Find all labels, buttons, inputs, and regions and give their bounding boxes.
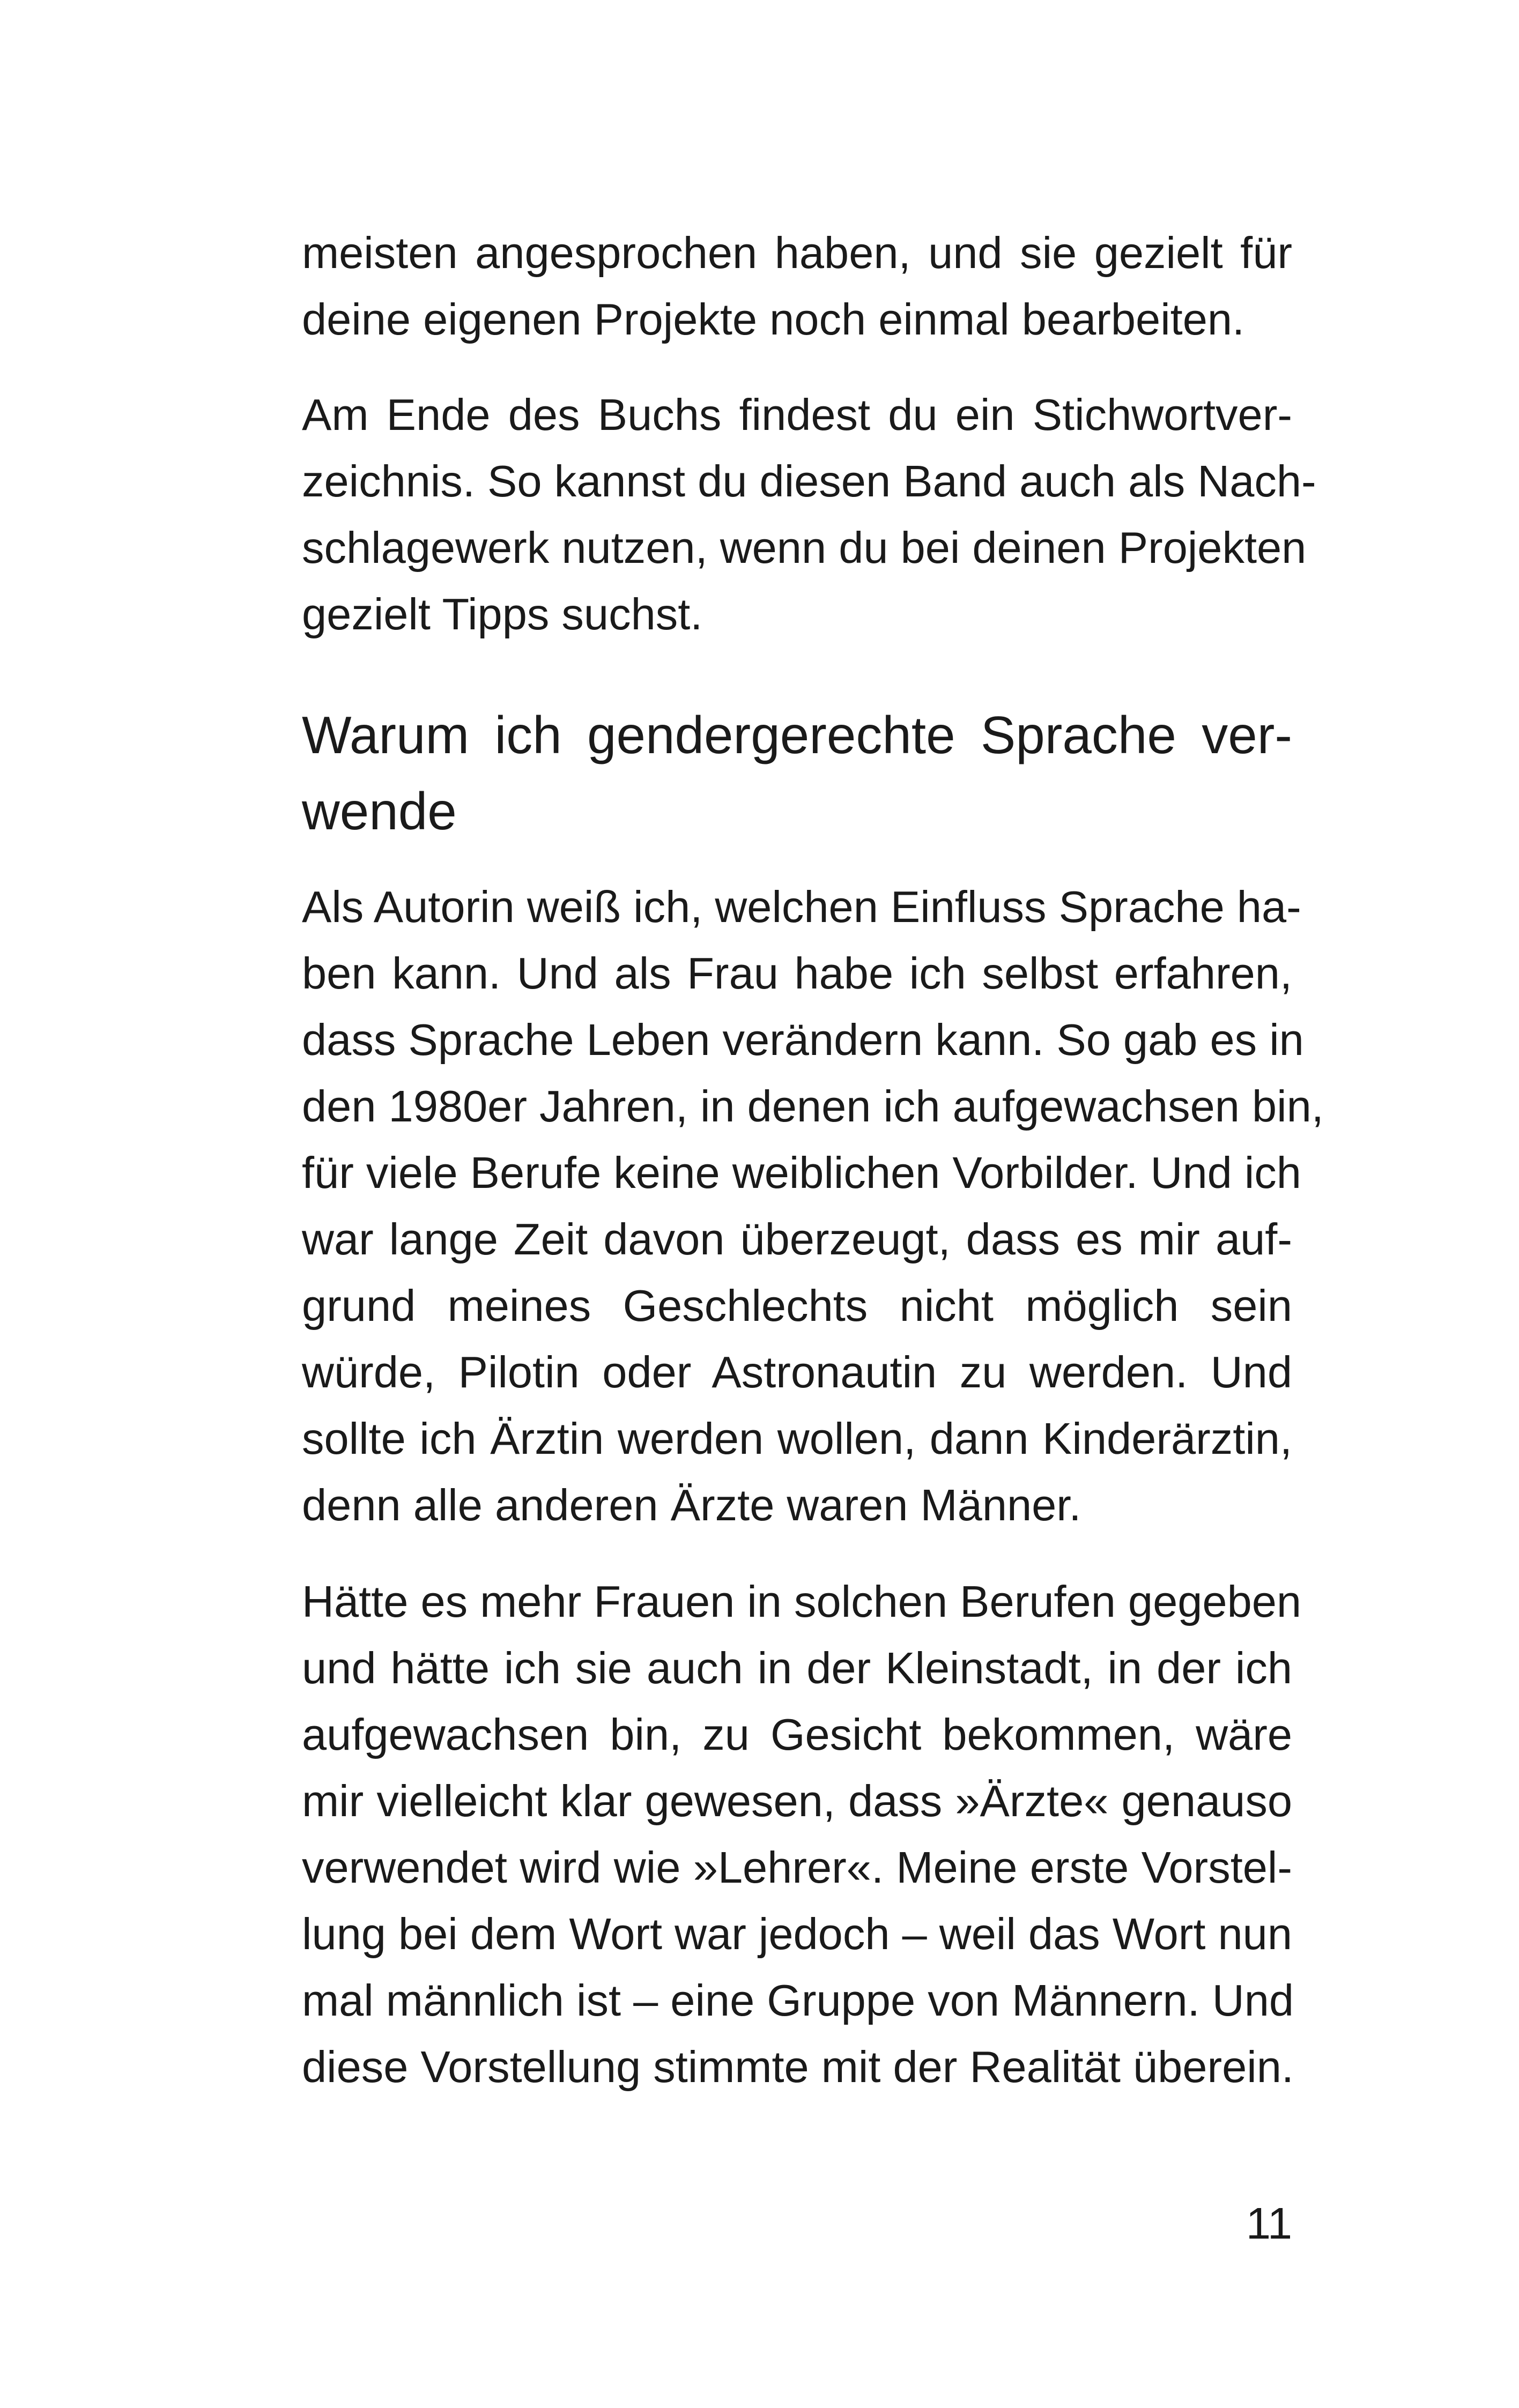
text-line: grund meines Geschlechts nicht möglich sein [302,1281,1292,1331]
text-line: sollte ich Ärztin werden wollen, dann Kinderärztin, [302,1414,1292,1463]
paragraph-intro-2 [302,382,1316,648]
text-line: mal männlich ist – eine Gruppe von Männern. Und [302,1975,1294,2025]
text-line: den 1980er Jahren, in denen ich aufgewachsen bin, [302,1081,1324,1131]
text-line: diese Vorstellung stimmte mit der Realität überein. [302,2042,1294,2092]
text-line: lung bei dem Wort war jedoch – weil das Wort nun [302,1909,1292,1959]
text-line: ben kann. Und als Frau habe ich selbst erfahren, [302,948,1292,998]
text-line: dass Sprache Leben verändern kann. So gab es in [302,1015,1304,1065]
text-line: Hätte es mehr Frauen in solchen Berufen gegeben [302,1577,1302,1626]
text-line: aufgewachsen bin, zu Gesicht bekommen, wäre [302,1710,1292,1759]
paragraph-section-2 [302,1569,1302,2100]
text-line: war lange Zeit davon überzeugt, dass es mir auf- [302,1214,1292,1264]
paragraph-intro-1 [302,220,1292,353]
text-line: würde, Pilotin oder Astronautin zu werden. Und [302,1347,1292,1397]
text-line: für viele Berufe keine weiblichen Vorbilder. Und ich [302,1148,1301,1198]
text-line: und hätte ich sie auch in der Kleinstadt, in der ich [302,1643,1292,1693]
text-line: schlagewerk nutzen, wenn du bei deinen Projekten [302,523,1307,573]
text-line: denn alle anderen Ärzte waren Männer. [302,1480,1081,1530]
text-line: deine eigenen Projekte noch einmal bearbeiten. [302,294,1245,344]
heading-line: Warum ich gendergerechte Sprache ver- [302,705,1292,764]
text-line: mir vielleicht klar gewesen, dass »Ärzte« genauso [302,1776,1292,1826]
text-line: gezielt Tipps suchst. [302,589,703,639]
text-line: zeichnis. So kannst du diesen Band auch als Nach- [302,456,1316,506]
section-heading [302,697,1292,849]
text-line: Als Autorin weiß ich, welchen Einfluss Sprache ha- [302,882,1301,932]
text-line: meisten angesprochen haben, und sie gezielt für [302,228,1292,278]
text-line: Am Ende des Buchs findest du ein Stichwortver- [302,390,1292,440]
heading-line: wende [302,782,457,841]
page-number: 11 [1246,2198,1292,2248]
text-line: verwendet wird wie »Lehrer«. Meine erste Vorstel- [302,1842,1292,1892]
paragraph-section-1 [302,874,1324,1539]
